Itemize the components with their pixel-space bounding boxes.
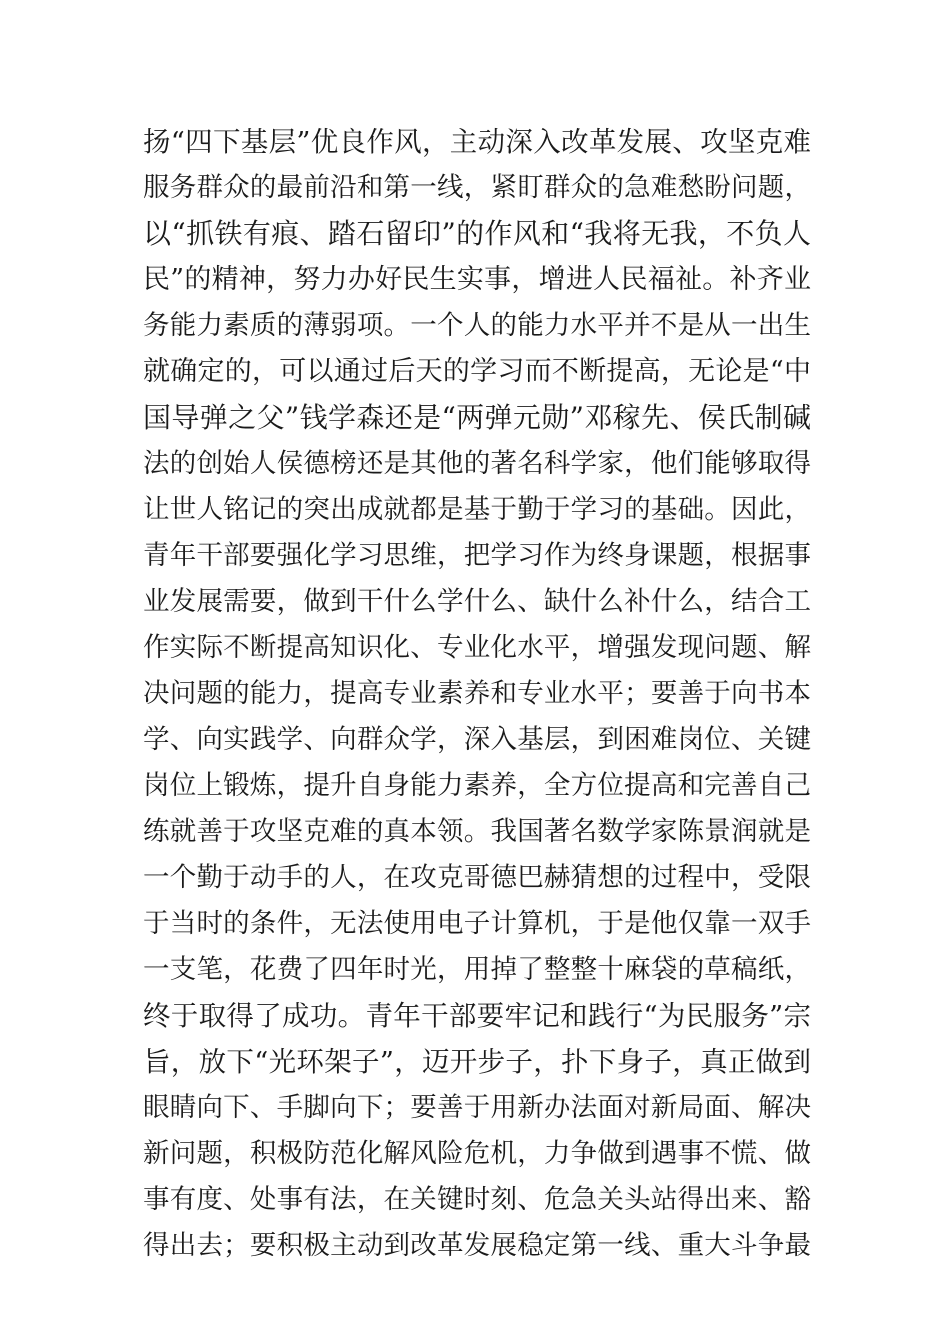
text-line: 岗位上锻炼，提升自身能力素养，全方位提高和完善自己 [143,770,811,801]
text-line: 得出去；要积极主动到改革发展稳定第一线、重大斗争最 [143,1230,811,1261]
text-line: 法的创始人侯德榜还是其他的著名科学家，他们能够取得 [143,448,811,479]
text-line: 作实际不断提高知识化、专业化水平，增强发现问题、解 [143,632,811,663]
text-line: 服务群众的最前沿和第一线，紧盯群众的急难愁盼问题， [143,172,811,203]
text-line: 练就善于攻坚克难的真本领。我国著名数学家陈景润就是 [143,816,811,847]
text-line: 于当时的条件，无法使用电子计算机，于是他仅靠一双手 [143,908,811,939]
text-line: 旨，放下“光环架子”，迈开步子，扑下身子，真正做到 [143,1046,811,1078]
text-line: 决问题的能力，提高专业素养和专业水平；要善于向书本 [143,678,811,709]
text-line: 务能力素质的薄弱项。一个人的能力水平并不是从一出生 [143,310,811,341]
body-text [143,119,811,1269]
text-line: 就确定的，可以通过后天的学习而不断提高，无论是“中 [143,356,811,387]
text-line: 事有度、处事有法，在关键时刻、危急关头站得出来、豁 [143,1184,811,1215]
text-line: 眼睛向下、手脚向下；要善于用新办法面对新局面、解决 [143,1092,811,1123]
text-line: 扬“四下基层”优良作风，主动深入改革发展、攻坚克难 [143,126,811,158]
text-line: 青年干部要强化学习思维，把学习作为终身课题，根据事 [143,540,811,571]
text-line: 终于取得了成功。青年干部要牢记和践行“为民服务”宗 [143,1000,811,1032]
text-line: 以“抓铁有痕、踏石留印”的作风和“我将无我，不负人 [143,217,811,250]
text-line: 一支笔，花费了四年时光，用掉了整整十麻袋的草稿纸， [143,954,811,985]
text-line: 让世人铭记的突出成就都是基于勤于学习的基础。因此， [143,494,811,525]
text-line: 业发展需要，做到干什么学什么、缺什么补什么，结合工 [143,586,811,617]
text-line: 一个勤于动手的人，在攻克哥德巴赫猜想的过程中，受限 [143,862,811,893]
text-line: 国导弹之父”钱学森还是“两弹元勋”邓稼先、侯氏制碱 [143,401,811,434]
text-line: 新问题，积极防范化解风险危机，力争做到遇事不慌、做 [143,1138,811,1169]
text-line: 学、向实践学、向群众学，深入基层，到困难岗位、关键 [143,724,811,755]
text-line: 民”的精神，努力办好民生实事，增进人民福祉。补齐业 [143,264,811,295]
